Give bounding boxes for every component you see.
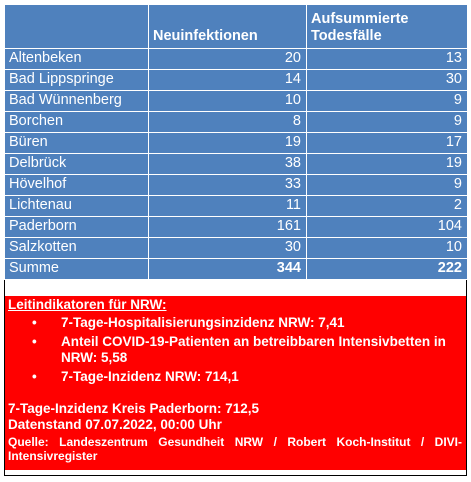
- table-header-row: [5, 5, 468, 49]
- municipality-name: Salzkotten: [5, 238, 149, 259]
- new-cases-value: 14: [149, 70, 307, 91]
- new-cases-value: 8: [149, 112, 307, 133]
- header-new-cases: Neuinfektionen: [149, 5, 307, 49]
- source-note: Quelle: Landeszentrum Gesundheit NRW / Robert Koch-Institut / DIVI-Intensivregister: [8, 435, 462, 463]
- municipality-name: Hövelhof: [5, 175, 149, 196]
- table-row: [5, 154, 468, 175]
- table-row: [5, 91, 468, 112]
- bullet-icon: •: [32, 334, 37, 349]
- municipality-name: Büren: [5, 133, 149, 154]
- bullet-icon: •: [32, 369, 37, 384]
- indicator-text: 7-Tage-Inzidenz NRW: 714,1: [61, 369, 239, 384]
- total-label: Summe: [5, 259, 149, 280]
- header-deaths: Aufsummierte Todesfälle: [307, 5, 468, 49]
- deaths-value: 9: [307, 175, 468, 196]
- new-cases-value: 30: [149, 238, 307, 259]
- indicator-text: 7-Tage-Hospitalisierungsinzidenz NRW: 7,41: [61, 315, 345, 330]
- municipality-name: Bad Lippspringe: [5, 70, 149, 91]
- deaths-value: 9: [307, 112, 468, 133]
- deaths-value: 19: [307, 154, 468, 175]
- table-row: [5, 175, 468, 196]
- table-row: [5, 112, 468, 133]
- total-deaths: 222: [307, 259, 468, 280]
- municipality-name: Altenbeken: [5, 49, 149, 70]
- indicator-text: Anteil COVID-19-Patienten an betreibbaren Intensivbetten in NRW: 5,58: [61, 334, 446, 365]
- indicator-panel: [5, 296, 466, 470]
- list-item: [32, 369, 462, 385]
- new-cases-value: 161: [149, 217, 307, 238]
- municipality-name: Borchen: [5, 112, 149, 133]
- table-row: [5, 133, 468, 154]
- deaths-value: 2: [307, 196, 468, 217]
- new-cases-value: 11: [149, 196, 307, 217]
- deaths-value: 30: [307, 70, 468, 91]
- deaths-value: 10: [307, 238, 468, 259]
- covid-statistics-table: [4, 4, 468, 280]
- table-row: [5, 70, 468, 91]
- table-row: [5, 217, 468, 238]
- deaths-value: 104: [307, 217, 468, 238]
- header-municipality: [5, 5, 149, 49]
- municipality-name: Bad Wünnenberg: [5, 91, 149, 112]
- new-cases-value: 19: [149, 133, 307, 154]
- new-cases-value: 10: [149, 91, 307, 112]
- deaths-value: 9: [307, 91, 468, 112]
- deaths-value: 17: [307, 133, 468, 154]
- total-new-cases: 344: [149, 259, 307, 280]
- table-row: [5, 238, 468, 259]
- municipality-name: Paderborn: [5, 217, 149, 238]
- district-incidence: 7-Tage-Inzidenz Kreis Paderborn: 712,5: [8, 401, 260, 416]
- municipality-name: Delbrück: [5, 154, 149, 175]
- indicators-heading: Leitindikatoren für NRW:: [8, 297, 167, 312]
- new-cases-value: 38: [149, 154, 307, 175]
- table-total-row: [5, 259, 468, 280]
- table-row: [5, 49, 468, 70]
- table-row: [5, 196, 468, 217]
- new-cases-value: 20: [149, 49, 307, 70]
- deaths-value: 13: [307, 49, 468, 70]
- indicator-list: [8, 315, 462, 385]
- list-item: [32, 315, 462, 331]
- data-status: Datenstand 07.07.2022, 00:00 Uhr: [8, 417, 222, 432]
- bullet-icon: •: [32, 315, 37, 330]
- municipality-name: Lichtenau: [5, 196, 149, 217]
- new-cases-value: 33: [149, 175, 307, 196]
- list-item: [32, 334, 462, 366]
